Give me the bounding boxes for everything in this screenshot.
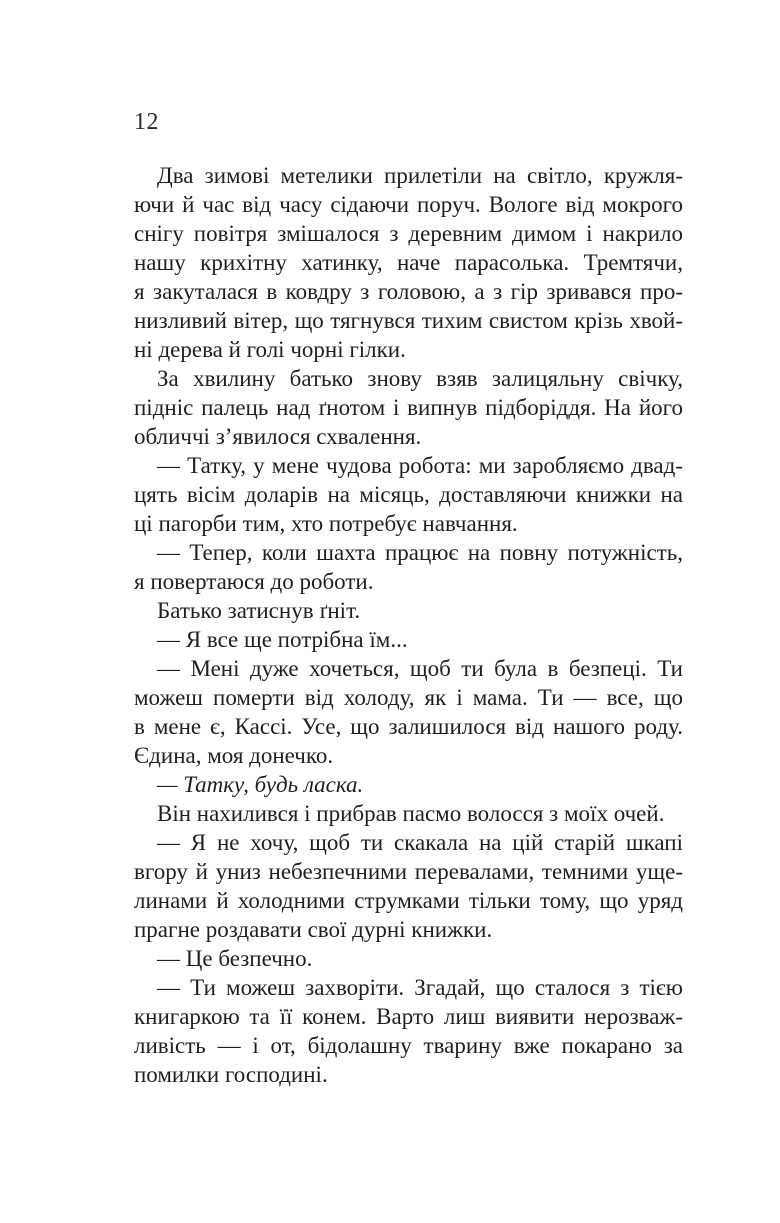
text-line: помилки господині. xyxy=(134,1062,328,1087)
text-line: я повертаюся до роботи. xyxy=(134,569,374,594)
text-line: Два зимові метелики прилетіли на світло, кружля- xyxy=(157,163,683,188)
text-line: За хвилину батько знову взяв залицяльну свічку, xyxy=(157,366,683,391)
text-line: ці пагорби тим, хто потребує навчання. xyxy=(134,511,518,536)
paragraph-italic xyxy=(134,770,683,799)
text-line: Єдина, моя донечко. xyxy=(134,743,334,768)
text-line: низливий вітер, що тягнувся тихим свистом крізь хвой- xyxy=(134,308,683,333)
text-line: Він нахилився і прибрав пасмо волосся з моїх очей. xyxy=(157,801,665,826)
paragraph xyxy=(134,944,683,973)
text-line: в мене є, Кассі. Усе, що залишилося від нашого роду. xyxy=(134,714,683,739)
text-line: прагне роздавати свої дурні книжки. xyxy=(134,917,493,942)
text-line: ливість — і от, бідолашну тварину вже покарано за xyxy=(134,1033,683,1058)
text-line: Батько затиснув ґніт. xyxy=(157,598,361,623)
paragraph xyxy=(134,364,683,451)
paragraph xyxy=(134,625,683,654)
paragraph xyxy=(134,828,683,944)
text-line: — Я все ще потрібна їм... xyxy=(157,627,408,652)
text-line: — Татку, у мене чудова робота: ми заробляємо двад- xyxy=(157,453,683,478)
text-line: я закуталася в ковдру з головою, а з гір зривався про- xyxy=(134,279,683,304)
text-line: — Я не хочу, щоб ти скакала на цій старій шкапі xyxy=(157,830,683,855)
text-line: обличчі з’явилося схвалення. xyxy=(134,424,422,449)
text-line: ючи й час від часу сідаючи поруч. Вологе від мокрого xyxy=(134,192,683,217)
text-line: — Це безпечно. xyxy=(157,946,313,971)
text-line: підніс палець над ґнотом і випнув підборіддя. На його xyxy=(134,395,683,420)
text-line: линами й холодними струмками тільки тому, що уряд xyxy=(134,888,683,913)
text-line: книгаркою та її конем. Варто лиш виявити нерозваж- xyxy=(134,1004,683,1029)
paragraph xyxy=(134,538,683,596)
text-line: снігу повітря змішалося з деревним димом і накрило xyxy=(134,221,683,246)
text-line: цять вісім доларів на місяць, доставляючи книжки на xyxy=(134,482,683,507)
text-line: можеш померти від холоду, як і мама. Ти — все, що xyxy=(134,685,683,710)
text-line: — Мені дуже хочеться, щоб ти була в безпеці. Ти xyxy=(157,656,683,681)
text-line: — Татку, будь ласка. xyxy=(157,772,364,797)
text-line: ні дерева й голі чорні гілки. xyxy=(134,337,406,362)
paragraph xyxy=(134,973,683,1089)
paragraph xyxy=(134,161,683,364)
text-line: вгору й униз небезпечними перевалами, темними уще- xyxy=(134,859,683,884)
text-line: — Ти можеш захворіти. Згадай, що сталося з тією xyxy=(157,975,683,1000)
paragraph xyxy=(134,451,683,538)
page-number: 12 xyxy=(134,109,159,135)
text-line: — Тепер, коли шахта працює на повну потужність, xyxy=(157,540,683,565)
text-line: нашу крихітну хатинку, наче парасолька. Тремтячи, xyxy=(134,250,683,275)
paragraph xyxy=(134,596,683,625)
paragraph xyxy=(134,654,683,770)
text-block xyxy=(134,161,683,1089)
paragraph xyxy=(134,799,683,828)
